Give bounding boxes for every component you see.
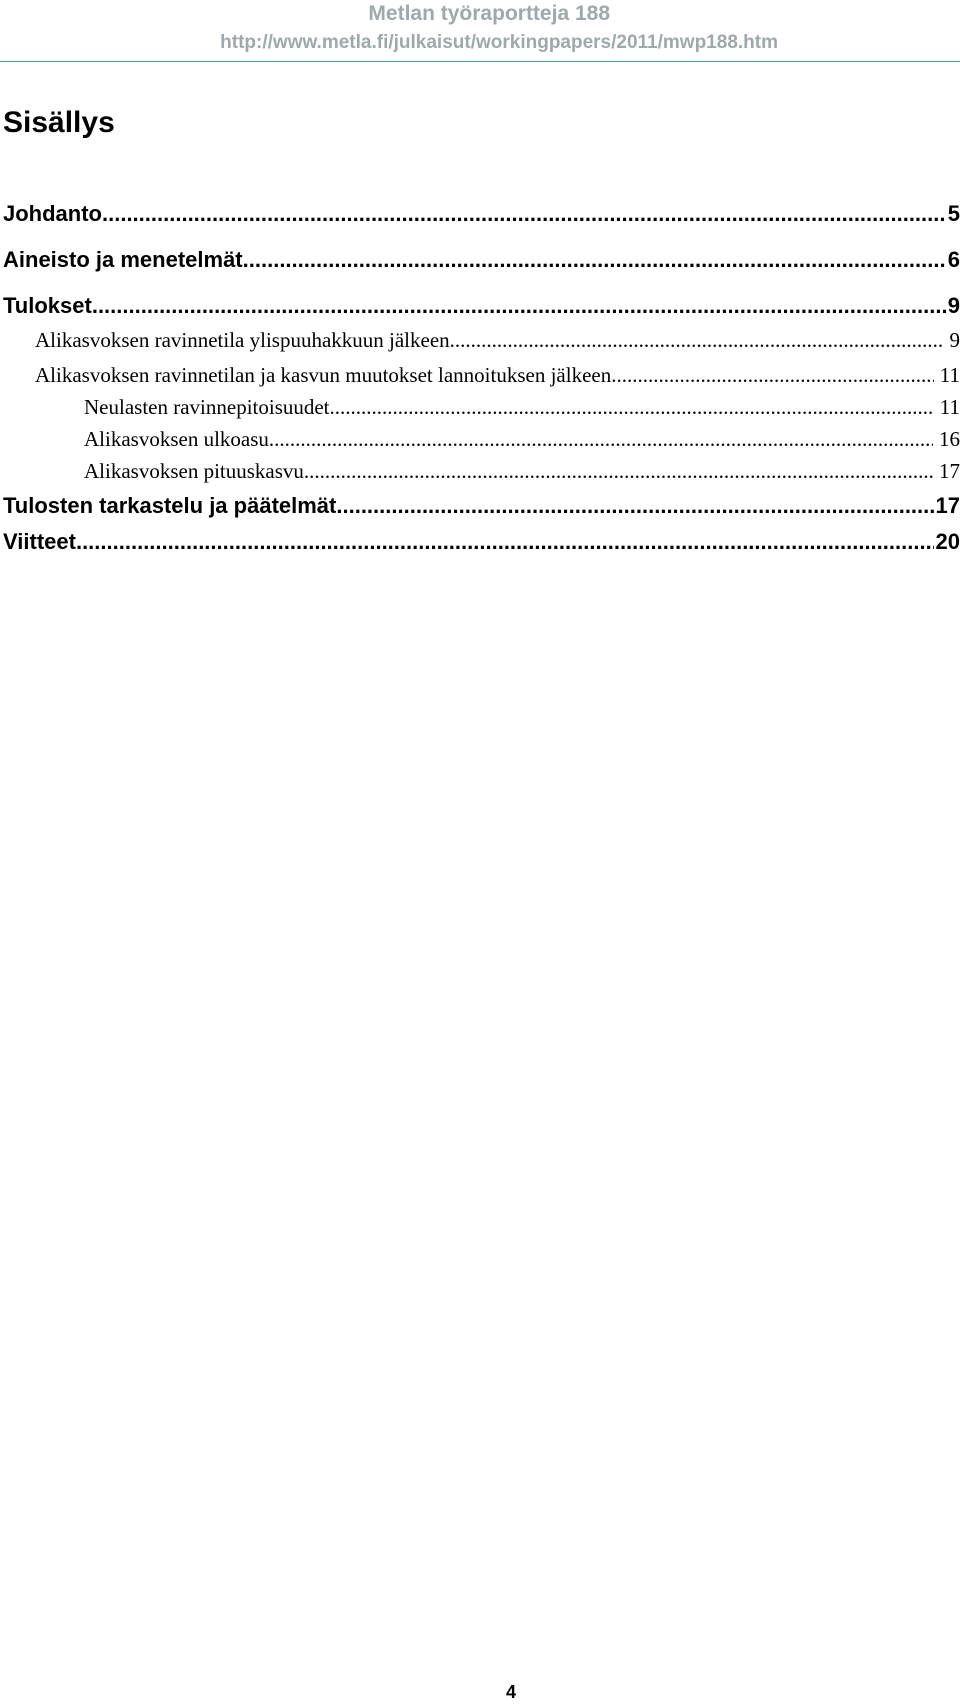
page-header xyxy=(0,0,960,64)
page-number: 4 xyxy=(505,1682,516,1702)
toc-leader-dots xyxy=(611,360,934,390)
toc-entry-label: Tulokset xyxy=(3,293,92,318)
toc-entry-label: Johdanto xyxy=(3,201,102,226)
toc-entry-label: Aineisto ja menetelmät xyxy=(3,247,243,272)
toc-entry-page: 11 xyxy=(939,395,960,419)
toc-leader-dots xyxy=(336,490,933,522)
toc-entry-label: Neulasten ravinnepitoisuudet xyxy=(84,395,330,419)
toc-entry[interactable] xyxy=(84,456,960,486)
toc-leader-dots xyxy=(269,424,933,454)
toc-entry-page: 11 xyxy=(939,363,960,387)
toc-entry-label: Viitteet xyxy=(3,529,76,554)
toc-entry[interactable] xyxy=(84,392,960,422)
toc-leader-dots xyxy=(243,244,946,276)
toc-leader-dots xyxy=(76,526,934,558)
header-divider xyxy=(0,61,960,62)
toc-entry-label: Tulosten tarkastelu ja päätelmät xyxy=(3,493,337,518)
toc-entry-label: Alikasvoksen ulkoasu xyxy=(84,427,269,451)
toc-leader-dots xyxy=(92,290,946,322)
toc-entry[interactable] xyxy=(3,244,960,276)
toc-entry-page: 9 xyxy=(947,293,960,318)
series-title: Metlan työraportteja 188 xyxy=(368,2,610,25)
toc-entry-page: 9 xyxy=(949,328,960,352)
toc-entry-label: Alikasvoksen ravinnetila ylispuuhakkuun jälkeen xyxy=(35,328,450,352)
toc-entry[interactable] xyxy=(35,360,960,390)
page-title: Sisällys xyxy=(3,106,115,139)
toc-entry-page: 20 xyxy=(935,529,960,554)
toc-entry[interactable] xyxy=(3,198,960,230)
toc-leader-dots xyxy=(102,198,946,230)
toc-entry-page: 17 xyxy=(939,459,960,483)
toc-entry-page: 6 xyxy=(947,247,960,272)
publication-url[interactable]: http://www.metla.fi/julkaisut/workingpapers/2011/mwp188.htm xyxy=(220,32,778,53)
toc-entry[interactable] xyxy=(35,325,960,355)
toc-leader-dots xyxy=(304,456,933,486)
toc-entry-page: 16 xyxy=(939,427,960,451)
toc-entry[interactable] xyxy=(84,424,960,454)
toc-leader-dots xyxy=(330,392,934,422)
toc-leader-dots xyxy=(450,325,944,355)
toc-entry-page: 17 xyxy=(935,493,960,518)
toc-entry[interactable] xyxy=(3,490,960,522)
toc-entry[interactable] xyxy=(3,290,960,322)
toc-entry-label: Alikasvoksen pituuskasvu xyxy=(84,459,304,483)
toc-entry-label: Alikasvoksen ravinnetilan ja kasvun muutokset lannoituksen jälkeen xyxy=(35,363,612,387)
toc-entry[interactable] xyxy=(3,526,960,558)
toc-entry-page: 5 xyxy=(947,201,960,226)
